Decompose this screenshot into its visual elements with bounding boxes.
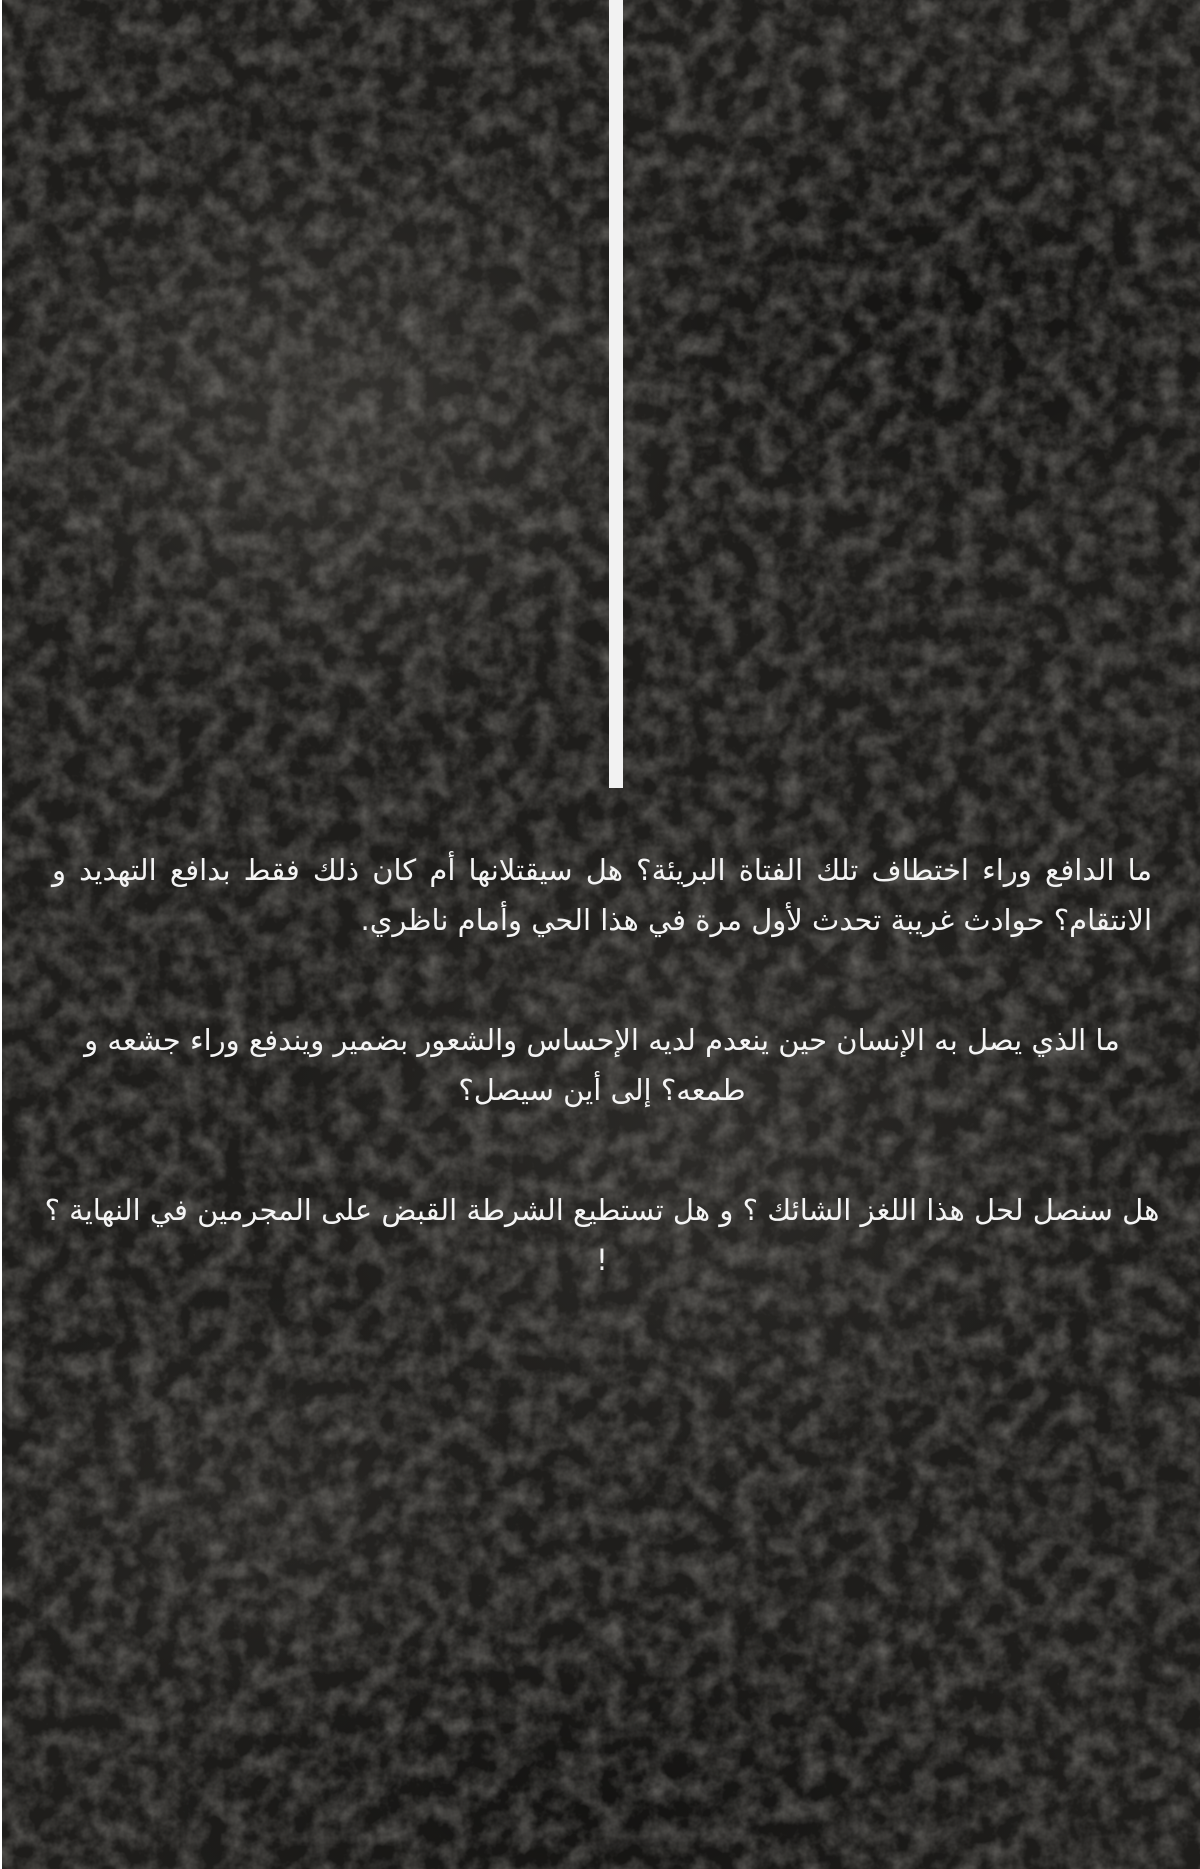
- blurb-paragraph-2: ما الذي يصل به الإنسان حين ينعدم لديه الإحساس والشعور بضمير ويندفع وراء جشعه و طمعه؟ إلى أين سيصل؟: [84, 1023, 1120, 1107]
- blurb-paragraph-3: هل سنصل لحل هذا اللغز الشائك ؟ و هل تستطيع الشرطة القبض على المجرمين في النهاية ؟ !: [44, 1193, 1160, 1277]
- book-back-cover: [2, 0, 1200, 1869]
- blurb-paragraph-1: ما الدافع وراء اختطاف تلك الفتاة البريئة؟ هل سيقتلانها أم كان ذلك فقط بدافع التهديد و الانتقام؟ حوادث غريبة تحدث لأول مرة في هذا الحي وأمام ناظري.: [52, 853, 1152, 937]
- blurb-text: [42, 845, 1162, 1285]
- hanging-white-line: [609, 0, 623, 788]
